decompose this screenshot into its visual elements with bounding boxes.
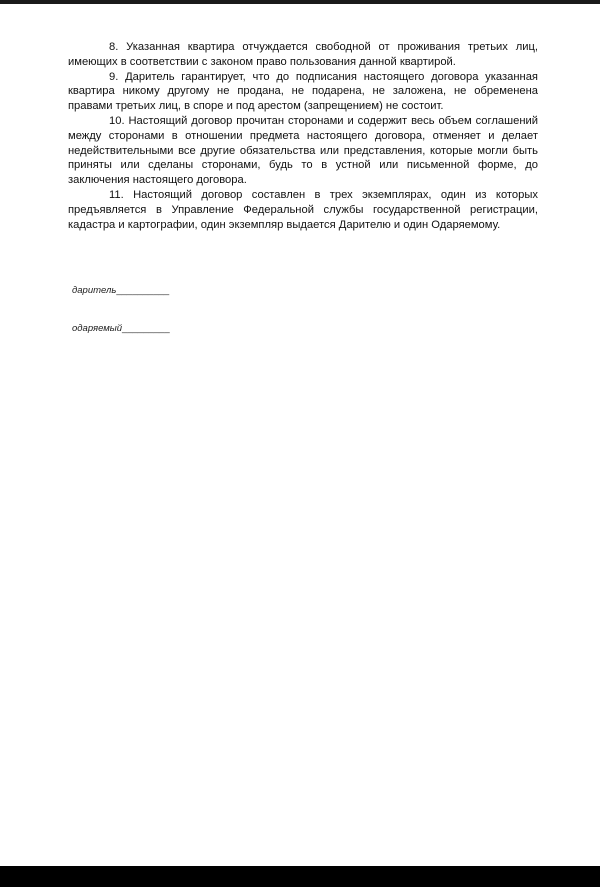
document-page — [68, 40, 538, 232]
clause-9: 9. Даритель гарантирует, что до подписания настоящего договора указанная квартира никому другому не продана, не подарена, не заложена, не обременена правами третьих лиц, в споре и под арестом (запрещением) не состоит. — [68, 70, 538, 113]
top-bar — [0, 0, 600, 4]
donee-signature — [72, 323, 170, 334]
donor-signature-line: __________ — [116, 285, 170, 296]
donee-signature-label: одаряемый — [72, 323, 123, 334]
donor-signature-label: даритель — [72, 285, 117, 296]
donor-signature — [72, 285, 169, 296]
clause-11: 11. Настоящий договор составлен в трех экземплярах, один из которых предъявляется в Управление Федеральной службы государственной регистрации, кадастра и картографии, один экземпляр выдается Дарителю и один Одаряемому. — [68, 188, 538, 231]
clause-10: 10. Настоящий договор прочитан сторонами и содержит весь объем соглашений между сторонами в отношении предмета настоящего договора, отменяет и делает недействительными все другие обязательства или представления, которые могли быть приняты или сделаны сторонами, будь то в устной или письменной форме, до заключения настоящего договора. — [68, 114, 538, 187]
bottom-bar — [0, 866, 600, 887]
clause-8: 8. Указанная квартира отчуждается свободной от проживания третьих лиц, имеющих в соответствии с законом право пользования данной квартирой. — [68, 41, 538, 68]
donee-signature-line: _________ — [122, 323, 170, 334]
